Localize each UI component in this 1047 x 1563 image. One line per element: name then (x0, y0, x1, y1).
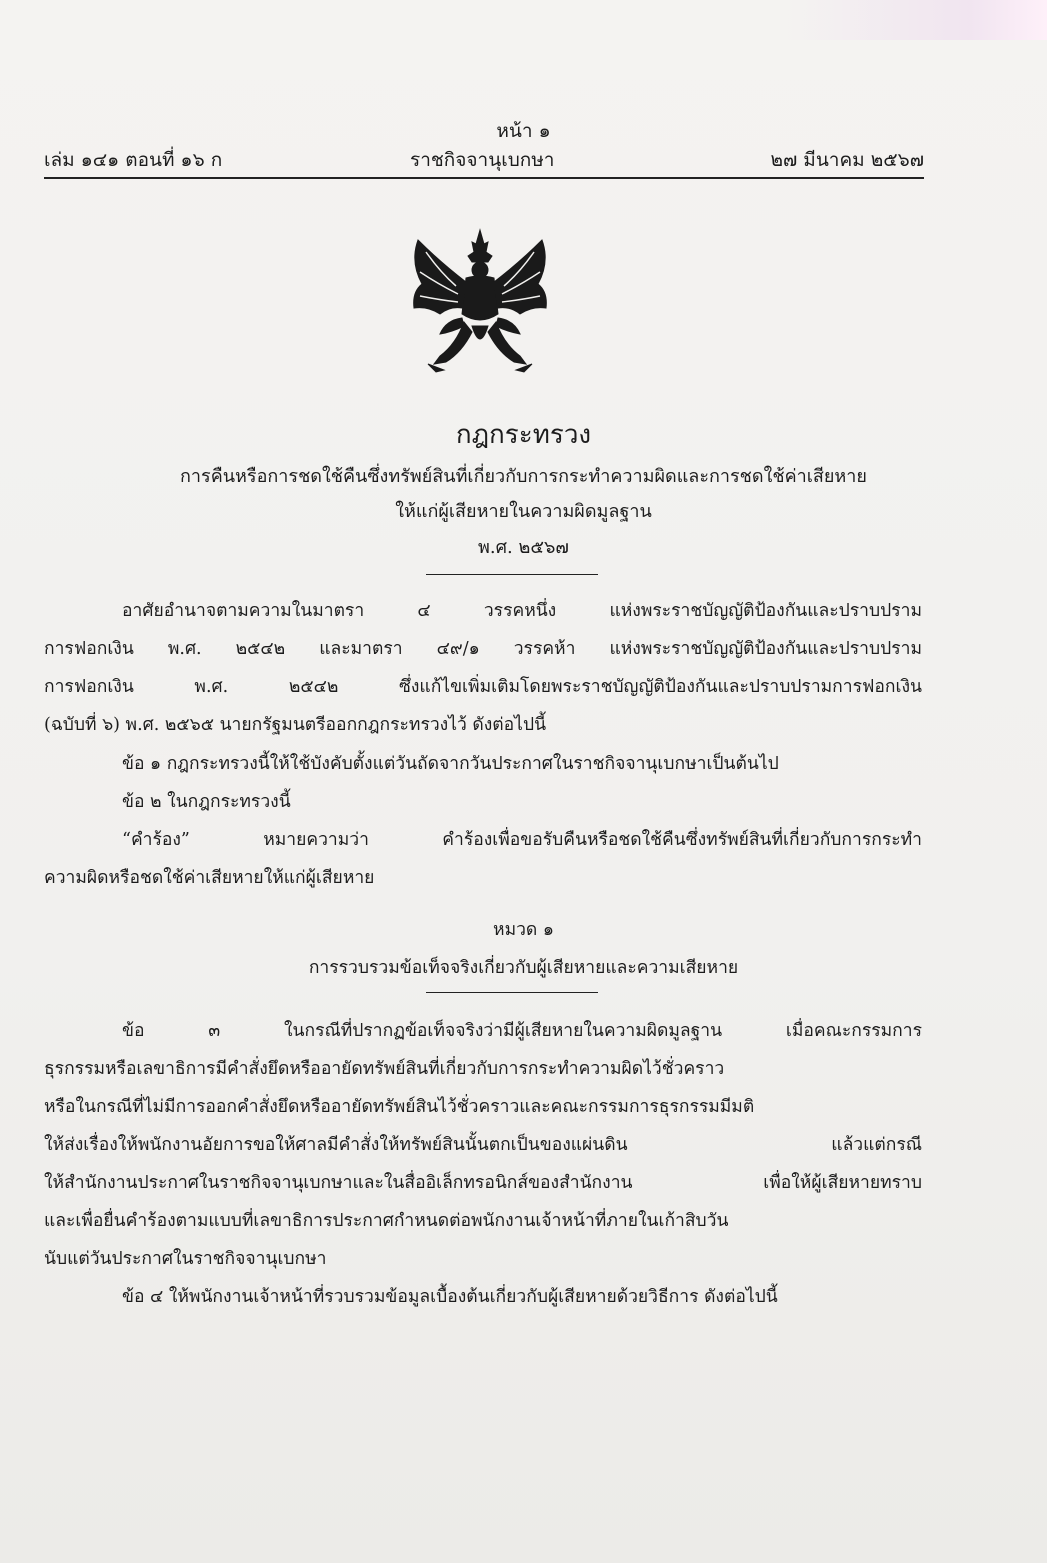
clause-3-line: ให้ส่งเรื่องให้พนักงานอัยการขอให้ศาลมีคำสั่งให้ทรัพย์สินนั้นตกเป็นของแผ่นดิน แล้วแต่กรณี (44, 1135, 922, 1155)
section-title: การรวบรวมข้อเท็จจริงเกี่ยวกับผู้เสียหายและความเสียหาย (308, 958, 739, 978)
section-label: หมวด ๑ (493, 920, 554, 940)
clause-3-line: ธุรกรรมหรือเลขาธิการมีคำสั่งยึดหรืออายัดทรัพย์สินที่เกี่ยวกับการกระทำความผิดไว้ชั่วคราว (44, 1059, 725, 1079)
title-line-2: ให้แก่ผู้เสียหายในความผิดมูลฐาน (395, 501, 652, 522)
gazette-name: ราชกิจจานุเบกษา (410, 149, 555, 171)
page-number: หน้า ๑ (496, 120, 551, 142)
title-year: พ.ศ. ๒๕๖๗ (478, 537, 569, 558)
clause-2: ข้อ ๒ ในกฎกระทรวงนี้ (122, 792, 291, 812)
preamble-line: การฟอกเงิน พ.ศ. ๒๕๔๒ และมาตรา ๔๙/๑ วรรคห้า แห่งพระราชบัญญัติป้องกันและปราบปราม (44, 639, 922, 659)
clause-3-line: หรือในกรณีที่ไม่มีการออกคำสั่งยึดหรืออายัดทรัพย์สินไว้ชั่วคราวและคณะกรรมการธุรกรรมมีมติ (44, 1097, 755, 1117)
clause-3-line: นับแต่วันประกาศในราชกิจจานุเบกษา (44, 1249, 327, 1269)
clause-3-line: และเพื่อยื่นคำร้องตามแบบที่เลขาธิการประกาศกำหนดต่อพนักงานเจ้าหน้าที่ภายในเก้าสิบวัน (44, 1211, 729, 1231)
clause-4: ข้อ ๔ ให้พนักงานเจ้าหน้าที่รวบรวมข้อมูลเบื้องต้นเกี่ยวกับผู้เสียหายด้วยวิธีการ ดังต่อไปนี้ (122, 1287, 778, 1307)
gazette-header (44, 145, 924, 175)
publication-date: ๒๗ มีนาคม ๒๕๖๗ (770, 149, 924, 171)
definition-line: ความผิดหรือชดใช้ค่าเสียหายให้แก่ผู้เสียหาย (44, 868, 375, 888)
title-rule (426, 574, 598, 575)
title-line-1: การคืนหรือการชดใช้คืนซึ่งทรัพย์สินที่เกี่ยวกับการกระทำความผิดและการชดใช้ค่าเสียหาย (180, 466, 867, 487)
garuda-emblem-icon (400, 222, 560, 382)
preamble-line: อาศัยอำนาจตามความในมาตรา ๔ วรรคหนึ่ง แห่งพระราชบัญญัติป้องกันและปราบปราม (122, 601, 922, 621)
section-rule (426, 992, 598, 993)
volume-issue: เล่ม ๑๔๑ ตอนที่ ๑๖ ก (44, 149, 223, 171)
preamble-line: การฟอกเงิน พ.ศ. ๒๕๔๒ ซึ่งแก้ไขเพิ่มเติมโดยพระราชบัญญัติป้องกันและปราบปรามการฟอกเงิน (44, 677, 922, 697)
clause-1: ข้อ ๑ กฎกระทรวงนี้ให้ใช้บังคับตั้งแต่วันถัดจากวันประกาศในราชกิจจานุเบกษาเป็นต้นไป (122, 754, 779, 774)
clause-3-line: ให้สำนักงานประกาศในราชกิจจานุเบกษาและในสื่ออิเล็กทรอนิกส์ของสำนักงาน เพื่อให้ผู้เสียหายทราบ (44, 1173, 922, 1193)
header-divider (44, 177, 924, 179)
clause-3-line: ข้อ ๓ ในกรณีที่ปรากฏข้อเท็จจริงว่ามีผู้เสียหายในความผิดมูลฐาน เมื่อคณะกรรมการ (122, 1021, 922, 1041)
edge-bleed (787, 0, 1047, 40)
document-title: กฎกระทรวง (455, 420, 592, 450)
definition-line: “คำร้อง” หมายความว่า คำร้องเพื่อขอรับคืนหรือชดใช้คืนซึ่งทรัพย์สินที่เกี่ยวกับการกระทำ (122, 830, 922, 850)
preamble-line: (ฉบับที่ ๖) พ.ศ. ๒๕๖๕ นายกรัฐมนตรีออกกฎกระทรวงไว้ ดังต่อไปนี้ (44, 715, 547, 735)
